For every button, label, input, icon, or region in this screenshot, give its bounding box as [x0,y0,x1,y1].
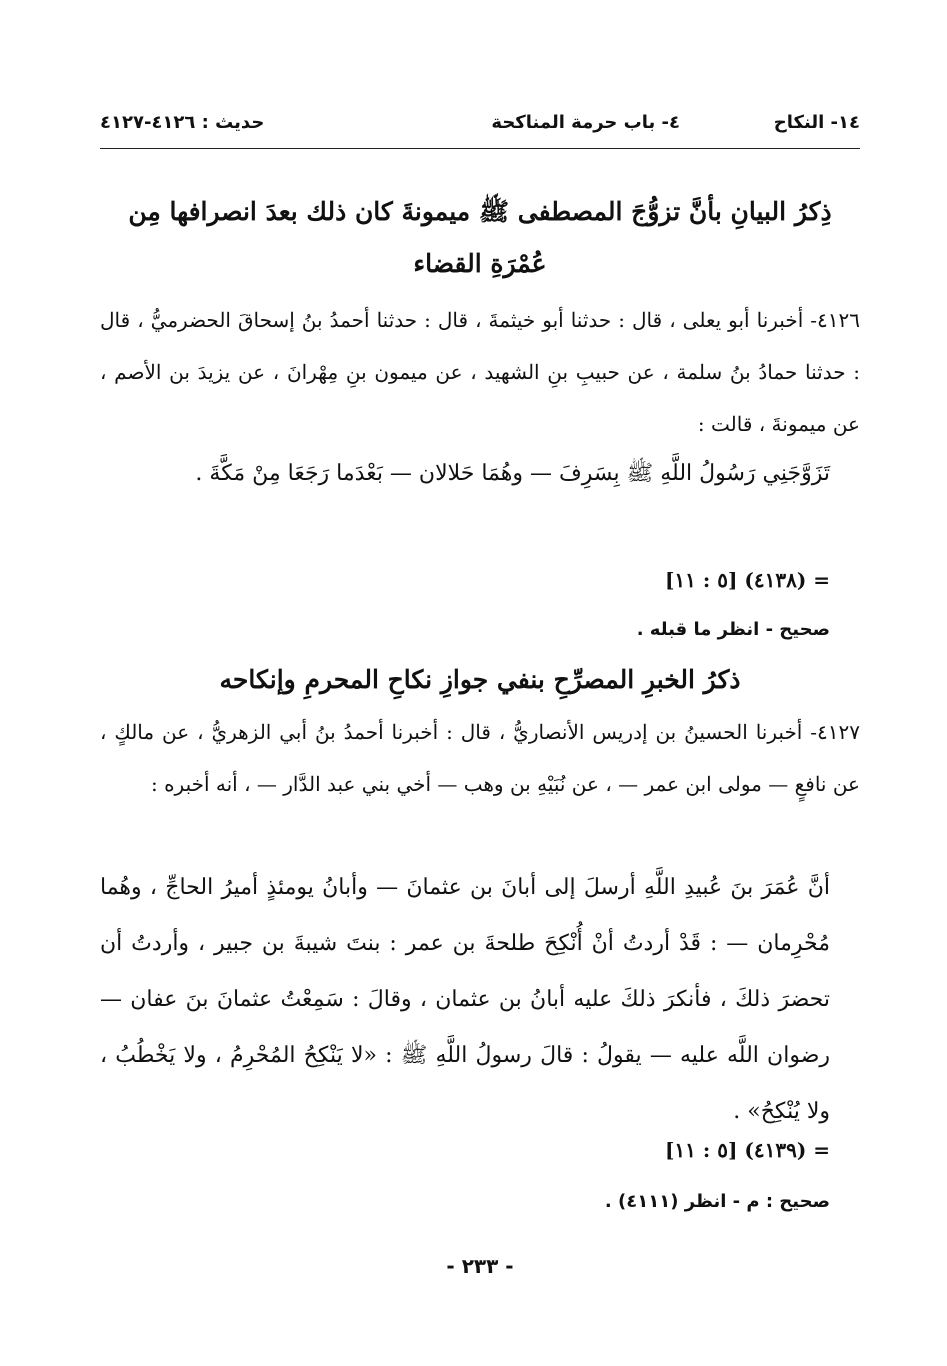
hadith-4127-isnad: ٤١٢٧- أخبرنا الحسينُ بن إدريس الأنصاريُّ ، قال : أخبرنا أحمدُ بنُ أبي الزهريُّ ، عن مالكٍ ، عن نافعٍ — مولى ابن عمر — ، عن نُبَيْهِ بن وهب — أخي بني عبد الدَّار — ، أنه أخبره : [100,720,860,796]
hadith-range: حديث : ٤١٢٦-٤١٢٧ [100,112,265,133]
hadith-4126-matn: تَزَوَّجَنِي رَسُولُ اللَّهِ ﷺ بِسَرِفَ — وهُمَا حَلالان — بَعْدَما رَجَعَا مِنْ مَكَّةَ . [195,461,830,486]
hadith-4127-reference: = (٤١٣٩) [٥ : ١١] [664,1138,830,1162]
hadith-4127-matn: أنَّ عُمَرَ بنَ عُبيدِ اللَّهِ أرسلَ إلى أبانَ بن عثمانَ — وأبانُ يومئذٍ أميرُ الحاجِّ ، وهُما مُحْرِمان — : قَدْ أردتُ أنْ أُنْكِحَ طلحةَ بن عمر : بنتَ شيبةَ بن جبير ، وأردتُ أن تحضرَ ذلكَ ، فأنكرَ ذلكَ عليه أبانُ بن عثمان ، وقالَ : سَمِعْتُ عثمانَ بنَ عفان — رضوان اللَّه عليه — يقولُ : قالَ رسولُ اللَّهِ ﷺ : «لا يَنْكِحُ المُحْرِمُ ، ولا يَخْطُبُ ، ولا يُنْكِحُ» . [100,875,830,1124]
running-header [100,104,860,140]
hadith-4126-grade: صحيح - انظر ما قبله . [636,619,830,640]
hadith-4127-grade: صحيح : م - انظر (٤١١١) . [604,1191,830,1212]
book-page [100,104,860,1304]
chapter-title: ١٤- النكاح [773,112,860,133]
page-number: - ٢٣٣ - [446,1254,514,1278]
header-rule [100,148,860,149]
chapter-heading-1: ذِكرُ البيانِ بأنَّ تزوُّجَ المصطفى ﷺ ميمونةَ كان ذلك بعدَ انصرافها مِن عُمْرَةِ القضاء [128,197,832,278]
section-title: ٤- باب حرمة المناكحة [491,112,680,133]
chapter-heading-2: ذكرُ الخبرِ المصرِّحِ بنفي جوازِ نكاحِ المحرمِ وإنكاحه [219,665,741,694]
hadith-4126-reference: = (٤١٣٨) [٥ : ١١] [664,568,830,592]
hadith-4126-isnad: ٤١٢٦- أخبرنا أبو يعلى ، قال : حدثنا أبو خيثمةَ ، قال : حدثنا أحمدُ بنُ إسحاقَ الحضرميُّ ، قال : حدثنا حمادُ بنُ سلمة ، عن حبيبِ بنِ الشهيد ، عن ميمون بنِ مِهْرانَ ، عن يزيدَ بن الأصم ، عن ميمونةَ ، قالت : [100,308,860,436]
